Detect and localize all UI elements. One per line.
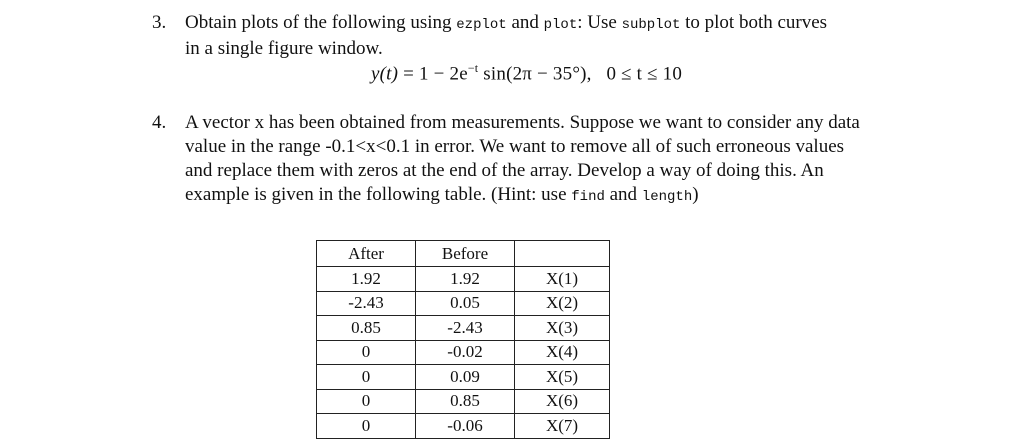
code-length: length [641, 189, 693, 205]
problem-3-text [185, 11, 912, 61]
table-row [317, 340, 610, 365]
cell-after: 0.85 [317, 316, 416, 341]
equation-exponent: −t [467, 61, 479, 75]
table-header-row [317, 241, 610, 267]
cell-index: X(2) [515, 291, 610, 316]
equation-rhs-a: = 1 − 2e [403, 63, 468, 85]
problem-3 [152, 11, 912, 61]
code-find: find [571, 189, 605, 205]
cell-after: 1.92 [317, 267, 416, 292]
cell-index: X(3) [515, 316, 610, 341]
problem-3-number: 3. [152, 12, 167, 33]
cell-after: 0 [317, 414, 416, 439]
problem-4-line-4-b: and [609, 184, 638, 205]
problem-3-line-2: in a single figure window. [185, 38, 383, 59]
example-table [316, 240, 610, 439]
cell-before: -0.02 [416, 340, 515, 365]
problem-4-line-2: value in the range -0.1<x<0.1 in error. We want to remove all of such erroneous values [185, 136, 845, 157]
table-row [317, 316, 610, 341]
problem-4-line-4-c: ) [692, 184, 699, 205]
problem-3-text-d: to plot both curves [685, 12, 828, 33]
cell-index: X(1) [515, 267, 610, 292]
table-row [317, 291, 610, 316]
header-before: Before [416, 241, 515, 267]
problem-3-text-b: and [511, 12, 539, 33]
header-index [515, 241, 610, 267]
cell-before: 0.09 [416, 365, 515, 390]
cell-after: 0 [317, 389, 416, 414]
code-ezplot: ezplot [456, 17, 507, 33]
table-row [317, 267, 610, 292]
table-row [317, 365, 610, 390]
cell-after: -2.43 [317, 291, 416, 316]
equation-range: 0 ≤ t ≤ 10 [606, 63, 683, 85]
cell-index: X(7) [515, 414, 610, 439]
cell-index: X(5) [515, 365, 610, 390]
cell-before: 0.05 [416, 291, 515, 316]
problem-4-line-1: A vector x has been obtained from measurements. Suppose we want to consider any data [185, 112, 860, 133]
table-row [317, 414, 610, 439]
equation-rhs-b: sin(2π − 35°), [478, 63, 592, 85]
problem-3-text-c: : Use [577, 12, 617, 33]
header-after: After [317, 241, 416, 267]
problem-4-line-4-a: example is given in the following table. (Hint: use [185, 184, 567, 205]
cell-before: -2.43 [416, 316, 515, 341]
problem-3-line-1 [185, 11, 912, 37]
table-row [317, 389, 610, 414]
code-subplot: subplot [621, 17, 681, 33]
cell-index: X(4) [515, 340, 610, 365]
problem-4-text [185, 111, 912, 209]
cell-before: -0.06 [416, 414, 515, 439]
problem-4-number: 4. [152, 112, 167, 133]
problem-4-line-3: and replace them with zeros at the end of the array. Develop a way of doing this. An [185, 160, 824, 181]
problem-3-text-a: Obtain plots of the following using [185, 12, 452, 33]
code-plot: plot [543, 17, 578, 33]
cell-after: 0 [317, 340, 416, 365]
equation [371, 61, 682, 85]
cell-before: 1.92 [416, 267, 515, 292]
equation-lhs: y(t) [371, 63, 399, 85]
problem-4-line-4 [185, 183, 912, 209]
cell-after: 0 [317, 365, 416, 390]
problem-4 [152, 111, 912, 209]
cell-before: 0.85 [416, 389, 515, 414]
cell-index: X(6) [515, 389, 610, 414]
